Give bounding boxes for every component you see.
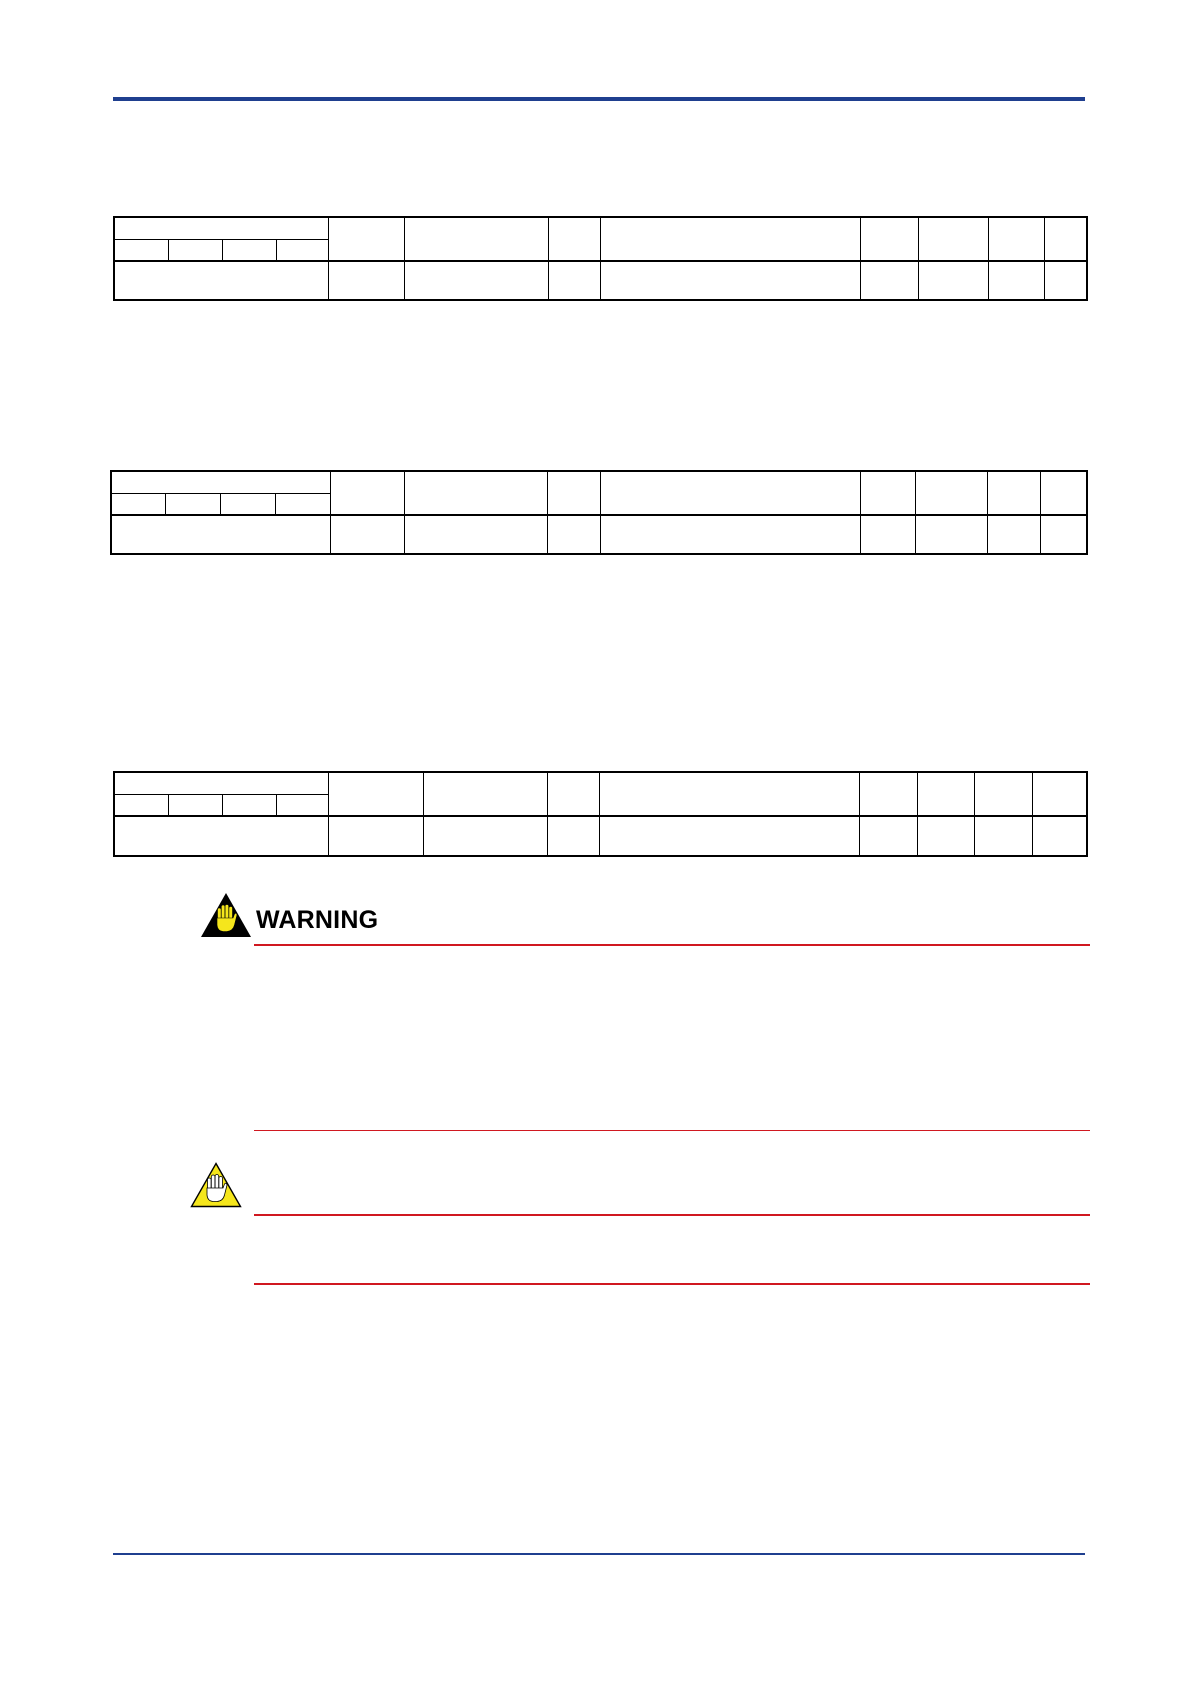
table-cell: [548, 261, 600, 300]
table-cell: [860, 515, 915, 554]
parameter-table-1: [113, 216, 1088, 301]
header-cell: [328, 217, 404, 261]
parameter-table-3: [113, 771, 1088, 857]
warning-header: [200, 892, 1090, 942]
warning-bottom-rule: [254, 1130, 1090, 1131]
header-cell: [423, 772, 547, 816]
caution-hand-icon: [190, 1162, 242, 1208]
subheader-cell: [168, 795, 222, 816]
table-cell: [600, 515, 860, 554]
table-cell: [860, 261, 918, 300]
warning-top-rule: [254, 944, 1090, 946]
header-cell: [328, 772, 423, 816]
table-row: [111, 515, 1087, 554]
header-cell: [600, 471, 860, 515]
table-cell: [599, 816, 859, 856]
table-cell: [1044, 261, 1087, 300]
table-cell: [328, 816, 423, 856]
caution-bottom-rule: [254, 1283, 1090, 1285]
table-cell: [547, 816, 599, 856]
parameter-table-2: [110, 470, 1088, 555]
header-cell: [1032, 772, 1087, 816]
header-cell: [114, 772, 328, 795]
header-cell: [915, 471, 987, 515]
table-cell: [1032, 816, 1087, 856]
header-cell: [114, 217, 328, 240]
header-cell: [917, 772, 974, 816]
subheader-cell: [222, 795, 276, 816]
table-cell: [114, 261, 328, 300]
warning-hand-icon: [200, 892, 252, 938]
table-cell: [988, 261, 1044, 300]
table-row: [114, 816, 1087, 856]
table-cell: [330, 515, 404, 554]
header-cell: [547, 471, 600, 515]
table-cell: [1040, 515, 1087, 554]
subheader-cell: [222, 240, 276, 261]
subheader-cell: [276, 240, 328, 261]
table-cell: [859, 816, 917, 856]
header-cell: [111, 471, 330, 494]
table-header-row: [114, 217, 1087, 240]
table-cell: [974, 816, 1032, 856]
table-cell: [328, 261, 404, 300]
header-cell: [600, 217, 860, 261]
table-cell: [111, 515, 330, 554]
subheader-cell: [275, 494, 330, 515]
table-cell: [917, 816, 974, 856]
table-cell: [423, 816, 547, 856]
header-cell: [860, 471, 915, 515]
header-cell: [987, 471, 1040, 515]
warning-title: WARNING: [256, 906, 379, 934]
table-cell: [404, 515, 547, 554]
header-cell: [1040, 471, 1087, 515]
table-cell: [918, 261, 988, 300]
header-cell: [548, 217, 600, 261]
header-cell: [330, 471, 404, 515]
footer-rule: [113, 1553, 1085, 1555]
table-cell: [404, 261, 548, 300]
subheader-cell: [165, 494, 220, 515]
subheader-cell: [111, 494, 165, 515]
table-cell: [547, 515, 600, 554]
header-rule: [113, 97, 1085, 101]
table-cell: [600, 261, 860, 300]
table-cell: [987, 515, 1040, 554]
header-cell: [1044, 217, 1087, 261]
header-cell: [547, 772, 599, 816]
subheader-cell: [114, 240, 168, 261]
header-cell: [404, 217, 548, 261]
table-cell: [114, 816, 328, 856]
subheader-cell: [220, 494, 275, 515]
subheader-cell: [114, 795, 168, 816]
header-cell: [404, 471, 547, 515]
header-cell: [918, 217, 988, 261]
table-row: [114, 261, 1087, 300]
header-cell: [859, 772, 917, 816]
caution-top-rule: [254, 1214, 1090, 1216]
table-cell: [915, 515, 987, 554]
header-cell: [988, 217, 1044, 261]
header-cell: [974, 772, 1032, 816]
table-header-row: [114, 772, 1087, 795]
header-cell: [599, 772, 859, 816]
subheader-cell: [276, 795, 328, 816]
table-header-row: [111, 471, 1087, 494]
header-cell: [860, 217, 918, 261]
subheader-cell: [168, 240, 222, 261]
